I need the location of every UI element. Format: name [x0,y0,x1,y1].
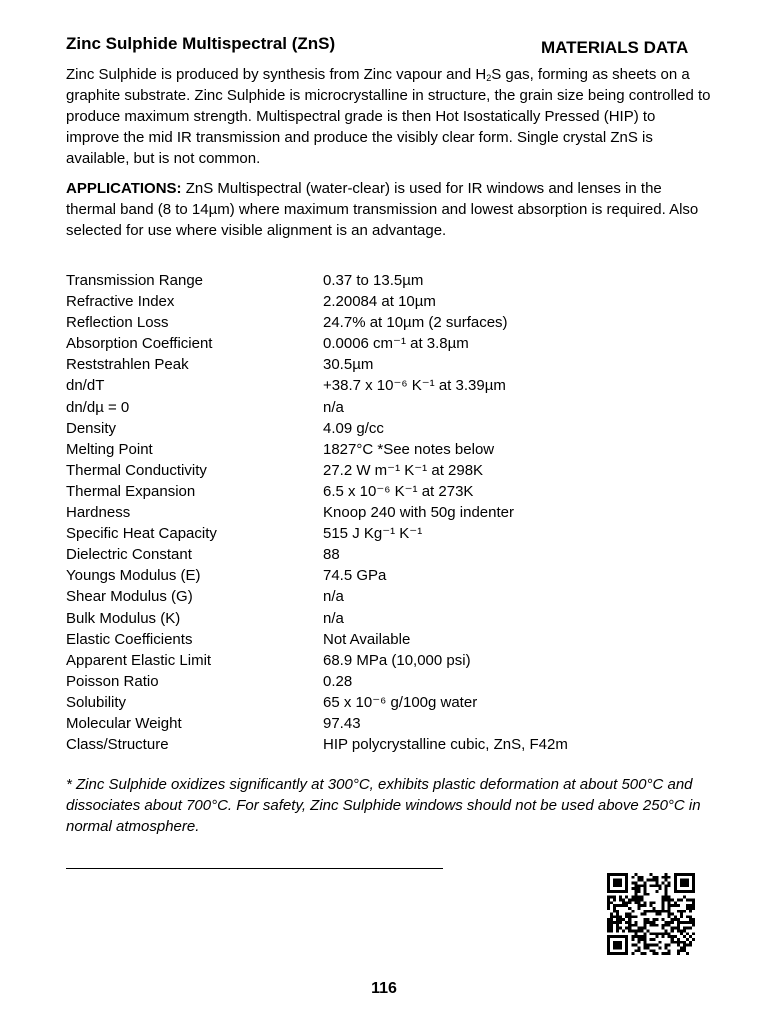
property-name: Thermal Expansion [66,482,196,500]
property-name: Hardness [66,504,131,522]
applications-label: APPLICATIONS: [66,180,182,197]
property-row [66,586,706,607]
property-value: Not Available [323,630,411,648]
h2s-subscript: 2 [486,73,492,83]
footnote: * Zinc Sulphide oxidizes significantly at 300°C, exhibits plastic deformation at about 500°C and dissociates about 700°C. For safety, Zinc Sulphide windows should not be used above 250°C in normal atmosphere. [66,776,701,835]
property-value: 74.5 GPa [323,567,387,585]
property-row [66,270,706,291]
property-value: 27.2 W m⁻¹ K⁻¹ at 298K [323,461,484,479]
property-value: 24.7% at 10µm (2 surfaces) [323,314,508,332]
page-number: 116 [371,980,397,997]
page-title: Zinc Sulphide Multispectral (ZnS) [66,34,336,53]
property-name: Reststrahlen Peak [66,356,189,374]
property-row [66,713,706,734]
property-value: n/a [323,609,344,627]
property-row [66,650,706,671]
property-name: Apparent Elastic Limit [66,651,212,669]
property-value: HIP polycrystalline cubic, ZnS, F42m [323,736,568,754]
property-name: Bulk Modulus (K) [66,609,181,627]
property-row [66,418,706,439]
property-row [66,333,706,354]
property-row [66,692,706,713]
property-row [66,439,706,460]
properties-table [66,270,706,755]
property-value: 88 [323,546,340,564]
property-row [66,354,706,375]
property-value: 0.0006 cm⁻¹ at 3.8µm [323,335,469,353]
property-name: Poisson Ratio [66,672,159,690]
property-value: 4.09 g/cc [323,419,384,437]
property-name: dn/dµ = 0 [66,398,130,416]
property-row [66,502,706,523]
property-name: Molecular Weight [66,714,182,732]
property-row [66,734,706,755]
property-row [66,671,706,692]
property-name: Refractive Index [66,293,175,311]
property-row [66,565,706,586]
property-value: 515 J Kg⁻¹ K⁻¹ [323,525,423,543]
property-name: Specific Heat Capacity [66,525,217,543]
intro-paragraph [66,64,711,169]
applications-text: ZnS Multispectral (water-clear) is used for IR windows and lenses in the thermal band (8 to 14µm) where maximum transmission and lowest absorption is required. Also selected for use where visible alignment is an advantage. [66,180,699,239]
property-row [66,544,706,565]
property-value: 1827°C *See notes below [323,440,495,458]
property-value: n/a [323,398,344,416]
property-name: Class/Structure [66,736,169,754]
intro-text-part1: Zinc Sulphide is produced by synthesis from Zinc vapour and H [66,66,487,83]
property-name: dn/dT [66,377,105,395]
property-row [66,460,706,481]
property-name: Density [66,419,117,437]
property-row [66,312,706,333]
footer-divider [66,868,443,869]
property-value: 30.5µm [323,356,374,374]
property-name: Thermal Conductivity [66,461,207,479]
property-row [66,629,706,650]
property-value: 97.43 [323,714,361,732]
property-value: 0.28 [323,672,353,690]
property-value: 6.5 x 10⁻⁶ K⁻¹ at 273K [323,482,474,500]
property-row [66,291,706,312]
property-value: +38.7 x 10⁻⁶ K⁻¹ at 3.39µm [323,377,506,395]
property-row [66,608,706,629]
property-row [66,397,706,418]
applications-paragraph [66,178,711,241]
property-name: Absorption Coefficient [66,335,213,353]
property-value: 0.37 to 13.5µm [323,272,424,289]
property-name: Youngs Modulus (E) [66,567,201,585]
property-value: 68.9 MPa (10,000 psi) [323,651,471,669]
property-name: Transmission Range [66,272,203,289]
property-row [66,523,706,544]
property-name: Reflection Loss [66,314,169,332]
property-name: Dielectric Constant [66,546,192,564]
property-name: Elastic Coefficients [66,630,193,648]
property-value: 2.20084 at 10µm [323,293,436,311]
property-name: Solubility [66,693,127,711]
property-name: Shear Modulus (G) [66,588,193,606]
property-value: 65 x 10⁻⁶ g/100g water [323,693,478,711]
property-value: n/a [323,588,344,606]
section-header: MATERIALS DATA [541,38,689,57]
property-row [66,375,706,396]
intro-text-part2: S gas, forming as sheets on a graphite substrate. Zinc Sulphide is microcrystalline in structure, the grain size being controlled to produce maximum strength. Multispectral grade is then Hot Isostatically Pressed (HIP) to improve the mid IR transmission and produce the visibly clear form. Single crystal ZnS is available, but is not common. [66,66,711,167]
property-name: Melting Point [66,440,153,458]
property-value: Knoop 240 with 50g indenter [323,504,514,522]
property-row [66,481,706,502]
qr-code-icon [607,873,695,955]
